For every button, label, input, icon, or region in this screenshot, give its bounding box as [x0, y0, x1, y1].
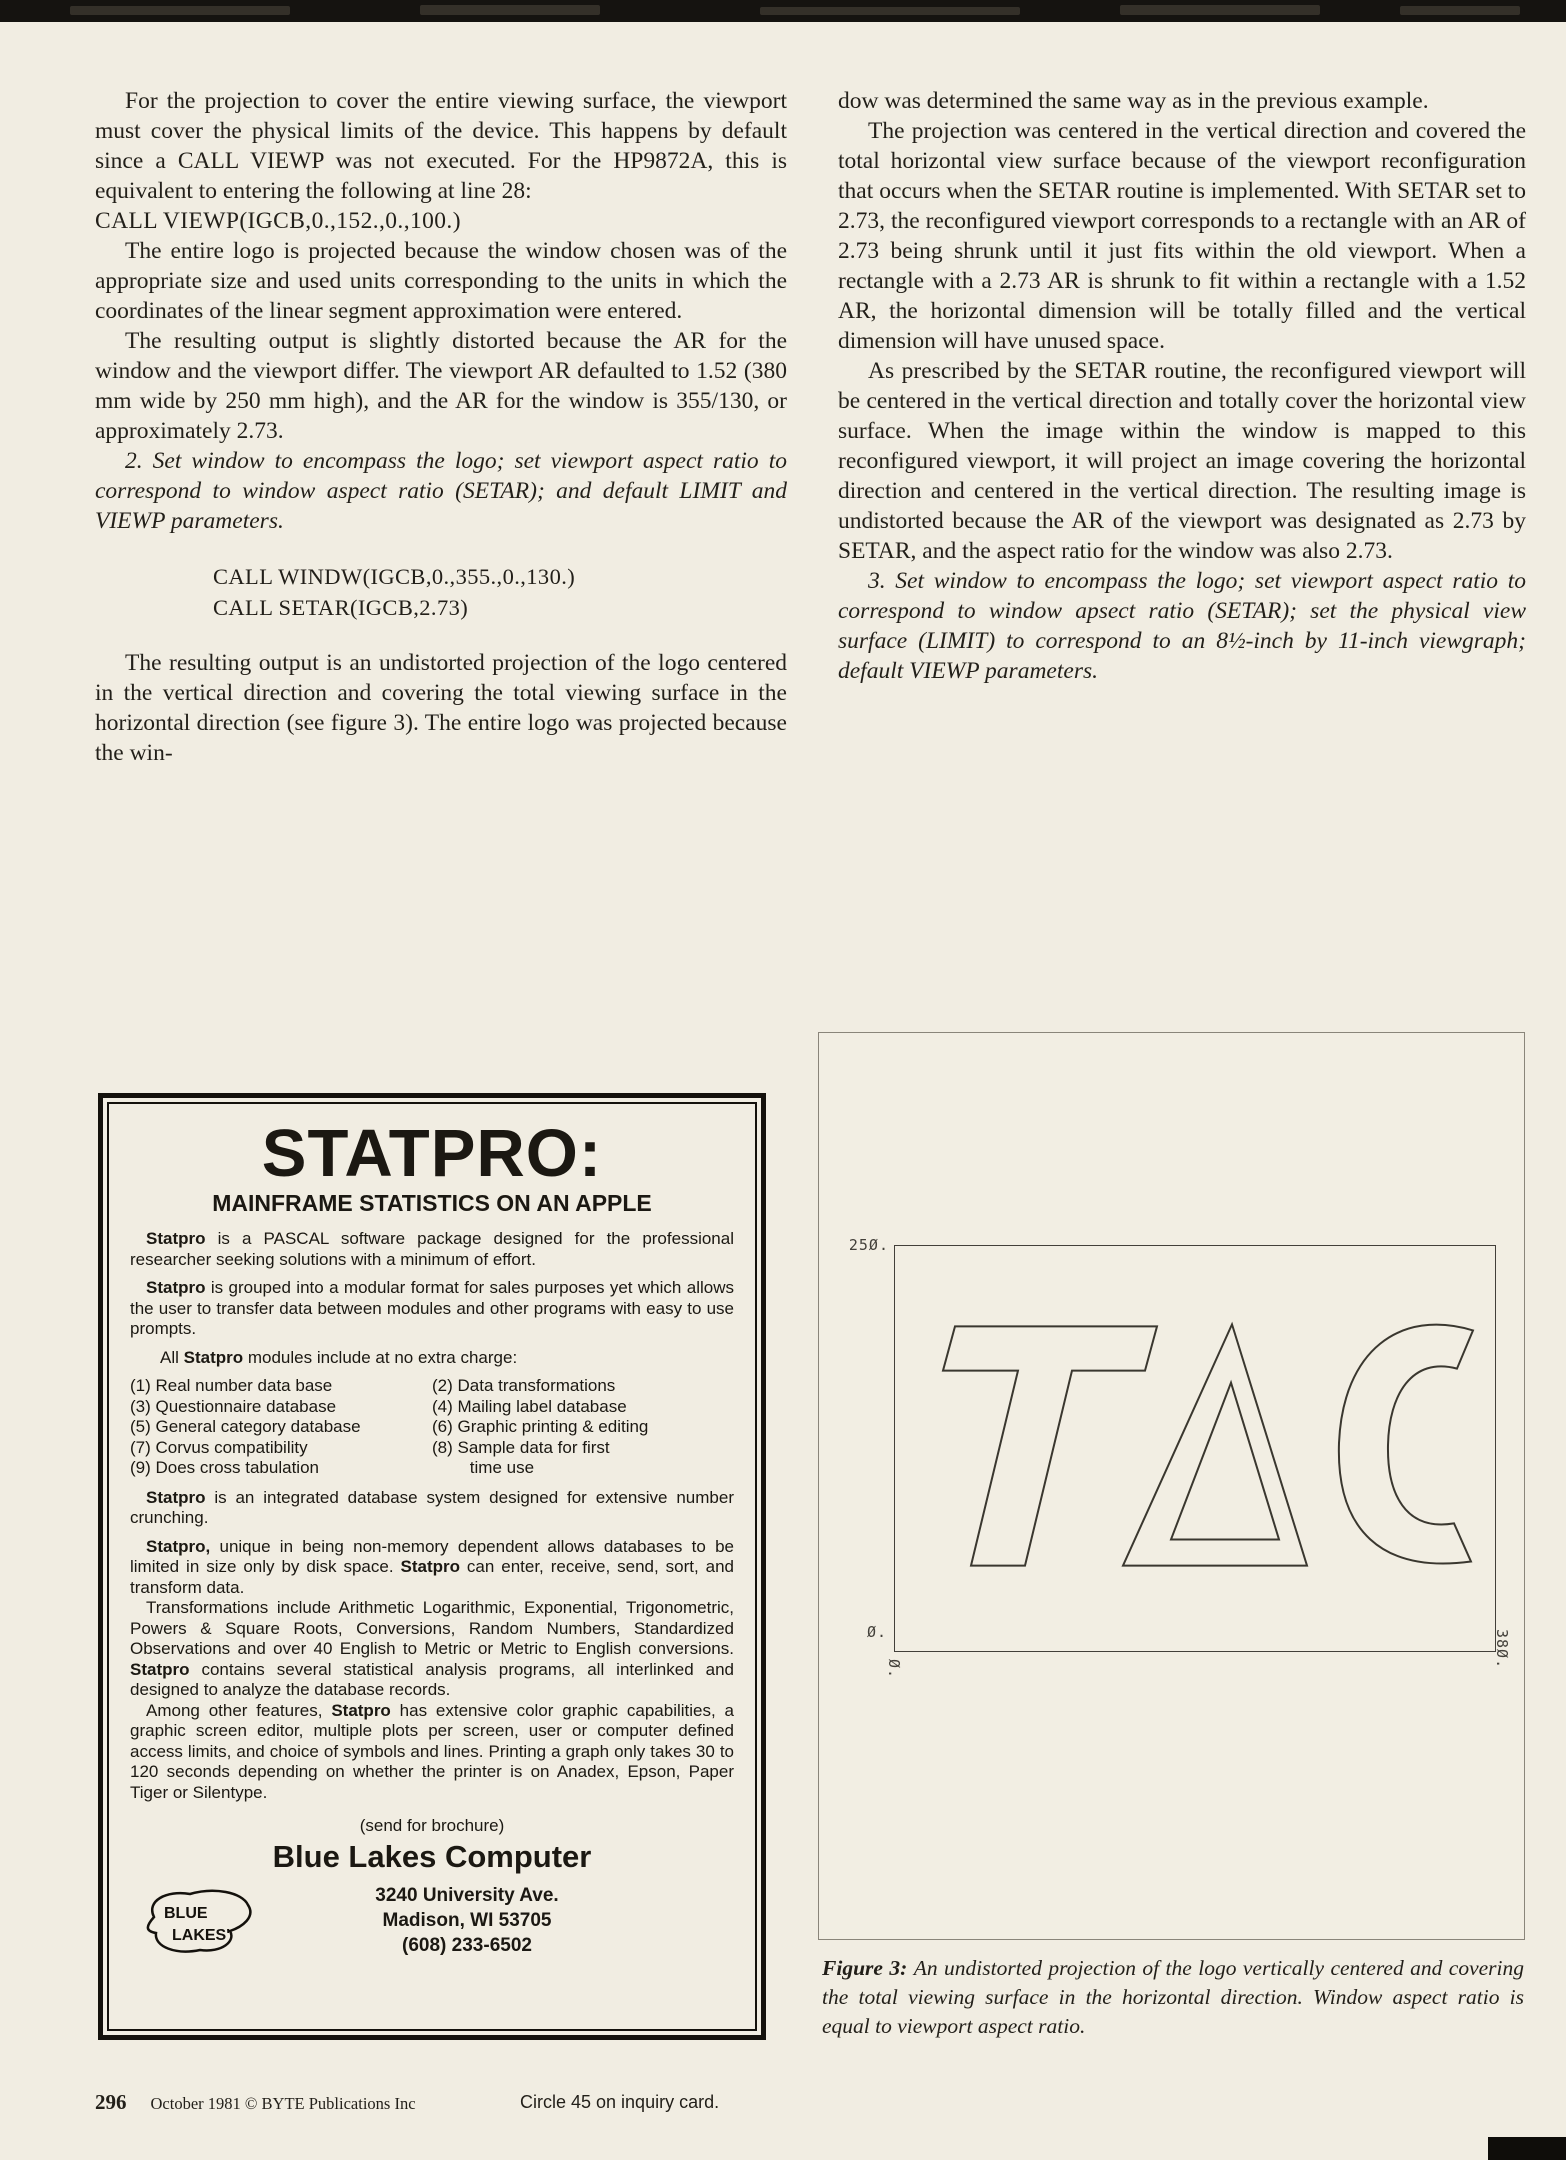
logo-text-blue: BLUE — [164, 1905, 208, 1922]
list-item: (6) Graphic printing & editing — [432, 1417, 649, 1436]
blue-lakes-logo — [138, 1885, 266, 1963]
figure-3-caption — [822, 1954, 1524, 2041]
ad-paragraph — [130, 1701, 734, 1804]
ad-paragraph — [130, 1598, 734, 1701]
list-item: (5) General category database — [130, 1417, 361, 1436]
ad-title: STATPRO: — [261, 1116, 603, 1191]
list-item: (1) Real number data base — [130, 1376, 333, 1395]
text-segment: Figure 3: — [822, 1956, 914, 1980]
ad-inner-border — [107, 1102, 757, 2031]
ad-modules-intro — [130, 1348, 734, 1369]
code-line-viewp: CALL VIEWP(IGCB,0.,152.,0.,100.) — [95, 208, 461, 234]
logo-text-lakes: LAKES' — [172, 1927, 231, 1944]
text-segment: Statpro — [146, 1487, 206, 1507]
text-segment: can enter, receive, send, sort, and transform data. — [130, 1557, 735, 1597]
step-2-paragraph: 2. Set window to encompass the logo; set viewport aspect ratio to correspond to window aspect ratio (SETAR); and default LIMIT and VIEWP parameters. — [95, 448, 787, 534]
article-left-column — [95, 86, 787, 768]
ad-modules-left-column — [130, 1376, 432, 1479]
list-item: (7) Corvus compatibility — [130, 1437, 308, 1457]
list-item: (9) Does cross tabulation — [130, 1458, 319, 1477]
ad-paragraph — [130, 1278, 734, 1340]
paragraph: As prescribed by the SETAR routine, the reconfigured viewport will be centered in the vertical direction and totally cover the horizontal view surface. When the image within the window is mapped to this reconfigured viewport, it will project an image covering the horizontal direction and centered in the vertical direction. The resulting image is undistorted because the AR of the viewport was designated as 2.73 by SETAR, and the aspect ratio for the window was also 2.73. — [838, 358, 1526, 564]
inquiry-card-note: Circle 45 on inquiry card. — [520, 2092, 720, 2112]
tdc-logo — [895, 1246, 1495, 1651]
list-item: (2) Data transformations — [432, 1376, 616, 1395]
paragraph: dow was determined the same way as in the previous example. — [838, 88, 1429, 114]
text-segment: Statpro — [331, 1700, 391, 1720]
text-segment: Statpro, — [146, 1536, 211, 1556]
scan-artifact-bottom-right — [1488, 2137, 1566, 2160]
ad-paragraph — [130, 1537, 734, 1599]
text-segment: Transformations include Arithmetic Logarithmic, Exponential, Trigonometric, Powers & Square Roots, Conversions, Random Numbers, Standardized Observations and over 40 English to Metric or Metric to English conversions. — [130, 1598, 734, 1658]
ad-paragraph — [130, 1229, 734, 1270]
list-item: (8) Sample data for first — [432, 1437, 610, 1457]
text-segment: is an integrated database system designed for extensive number crunching. — [130, 1487, 734, 1527]
paragraph: The entire logo is projected because the window chosen was of the appropriate size and used units corresponding to the units in which the coordinates of the linear segment approximation were entered. — [95, 238, 787, 324]
ad-company-name: Blue Lakes Computer — [272, 1839, 592, 1874]
ad-city: Madison, WI 53705 — [382, 1910, 552, 1931]
axis-label-xmax: 38Ø. — [1493, 1629, 1511, 1670]
statpro-advertisement — [98, 1093, 766, 2040]
text-segment: Statpro — [183, 1347, 244, 1367]
axis-label-xmin: Ø. — [885, 1659, 903, 1680]
scan-artifact-top-strip — [0, 0, 1566, 22]
page-footer — [95, 2090, 1535, 2120]
text-segment: is grouped into a modular format for sales purposes yet which allows the user to transfer data between modules and other programs with easy to use prompts. — [130, 1278, 734, 1338]
scan-smudge — [1400, 6, 1520, 15]
scan-smudge — [420, 5, 600, 15]
text-segment: has extensive color graphic capabilities, a graphic screen editor, multiple plots per screen, user or computer defined access limits, and choice of symbols and lines. Printing a graph only takes 30 to 120 seconds depending on whether the printer is on Anadex, Epson, Paper Tiger or Silentype. — [130, 1700, 735, 1802]
code-line-setar: CALL SETAR(IGCB,2.73) — [213, 595, 469, 620]
tdc-logo-letter-t — [943, 1326, 1157, 1565]
code-line-windw: CALL WINDW(IGCB,0.,355.,0.,130.) — [213, 564, 576, 589]
page-number: 296 — [95, 2090, 127, 2114]
text-segment: unique in being non-memory dependent allows databases to be limited in size only by disk space. — [130, 1536, 734, 1576]
text-segment: All — [160, 1347, 184, 1367]
tdc-logo-letter-c — [1339, 1325, 1473, 1564]
text-segment: Statpro — [130, 1659, 190, 1679]
article-right-column — [838, 86, 1526, 686]
paragraph: The resulting output is an undistorted projection of the logo centered in the vertical direction and covering the total viewing surface in the horizontal direction (see figure 3). The entire logo was projected because the win- — [95, 650, 787, 766]
text-segment: Statpro — [146, 1278, 206, 1297]
ad-phone: (608) 233-6502 — [402, 1935, 532, 1956]
publication-line: October 1981 © BYTE Publications Inc — [150, 2094, 416, 2113]
text-segment: is a PASCAL software package designed for the professional researcher seeking solutions with a minimum of effort. — [130, 1229, 734, 1269]
step-3-paragraph: 3. Set window to encompass the logo; set viewport aspect ratio to correspond to window apsect ratio (SETAR); set the physical view surface (LIMIT) to correspond to an 8½-inch by 11-inch viewgraph; default VIEWP parameters. — [838, 568, 1526, 684]
tdc-logo-delta-outer — [1123, 1324, 1307, 1565]
scan-smudge — [760, 7, 1020, 15]
ad-address — [200, 1881, 734, 1958]
paragraph: The projection was centered in the vertical direction and covered the total horizontal view surface because of the viewport reconfiguration that occurs when the SETAR routine is implemented. With SETAR set to 2.73, the reconfigured viewport corresponds to a rectangle with an AR of 2.73 being shrunk until it just fits within the old viewport. When a rectangle with a 2.73 AR is shrunk to fit within a rectangle with a 1.52 AR, the horizontal dimension will be totally filled and the vertical dimension will have unused space. — [838, 118, 1526, 354]
ad-subtitle: MAINFRAME STATISTICS ON AN APPLE — [212, 1190, 652, 1216]
scan-smudge — [70, 6, 290, 15]
text-segment: modules include at no extra charge: — [243, 1347, 518, 1367]
list-item: (4) Mailing label database — [432, 1396, 627, 1416]
ad-modules-list — [130, 1376, 734, 1479]
ad-contact-block — [130, 1881, 734, 1977]
paragraph: For the projection to cover the entire viewing surface, the viewport must cover the physical limits of the device. This happens by default since a CALL VIEWP was not executed. For the HP9872A, this is equivalent to entering the following at line 28: — [95, 88, 787, 204]
axis-label-ymax: 25Ø. — [848, 1236, 889, 1254]
plot-viewport-rect — [894, 1245, 1496, 1652]
figure-3-plot — [818, 1032, 1525, 1940]
list-item: (3) Questionnaire database — [130, 1396, 337, 1416]
ad-brochure-note: (send for brochure) — [359, 1816, 505, 1835]
tdc-logo-delta-inner — [1171, 1383, 1279, 1540]
code-block — [213, 561, 787, 623]
text-segment: Statpro — [146, 1229, 206, 1248]
text-segment: An undistorted projection of the logo vertically centered and covering the total viewing surface in the horizontal direction. Window aspect ratio is equal to viewport aspect ratio. — [822, 1956, 1525, 2038]
scan-smudge — [1120, 5, 1320, 15]
ad-modules-right-column — [432, 1376, 734, 1479]
paragraph: The resulting output is slightly distorted because the AR for the window and the viewport differ. The viewport AR defaulted to 1.52 (380 mm wide by 250 mm high), and the AR for the window is 355/130, or approximately 2.73. — [95, 328, 787, 444]
blue-lakes-logo-svg — [138, 1885, 266, 1963]
ad-street: 3240 University Ave. — [375, 1885, 559, 1906]
ad-paragraph — [130, 1488, 734, 1529]
axis-label-ymin: Ø. — [866, 1623, 887, 1641]
text-segment: contains several statistical analysis programs, all interlinked and designed to analyze the database records. — [130, 1659, 734, 1699]
list-item: time use — [432, 1458, 535, 1477]
text-segment: Among other features, — [146, 1700, 332, 1720]
text-segment: Statpro — [400, 1557, 460, 1576]
